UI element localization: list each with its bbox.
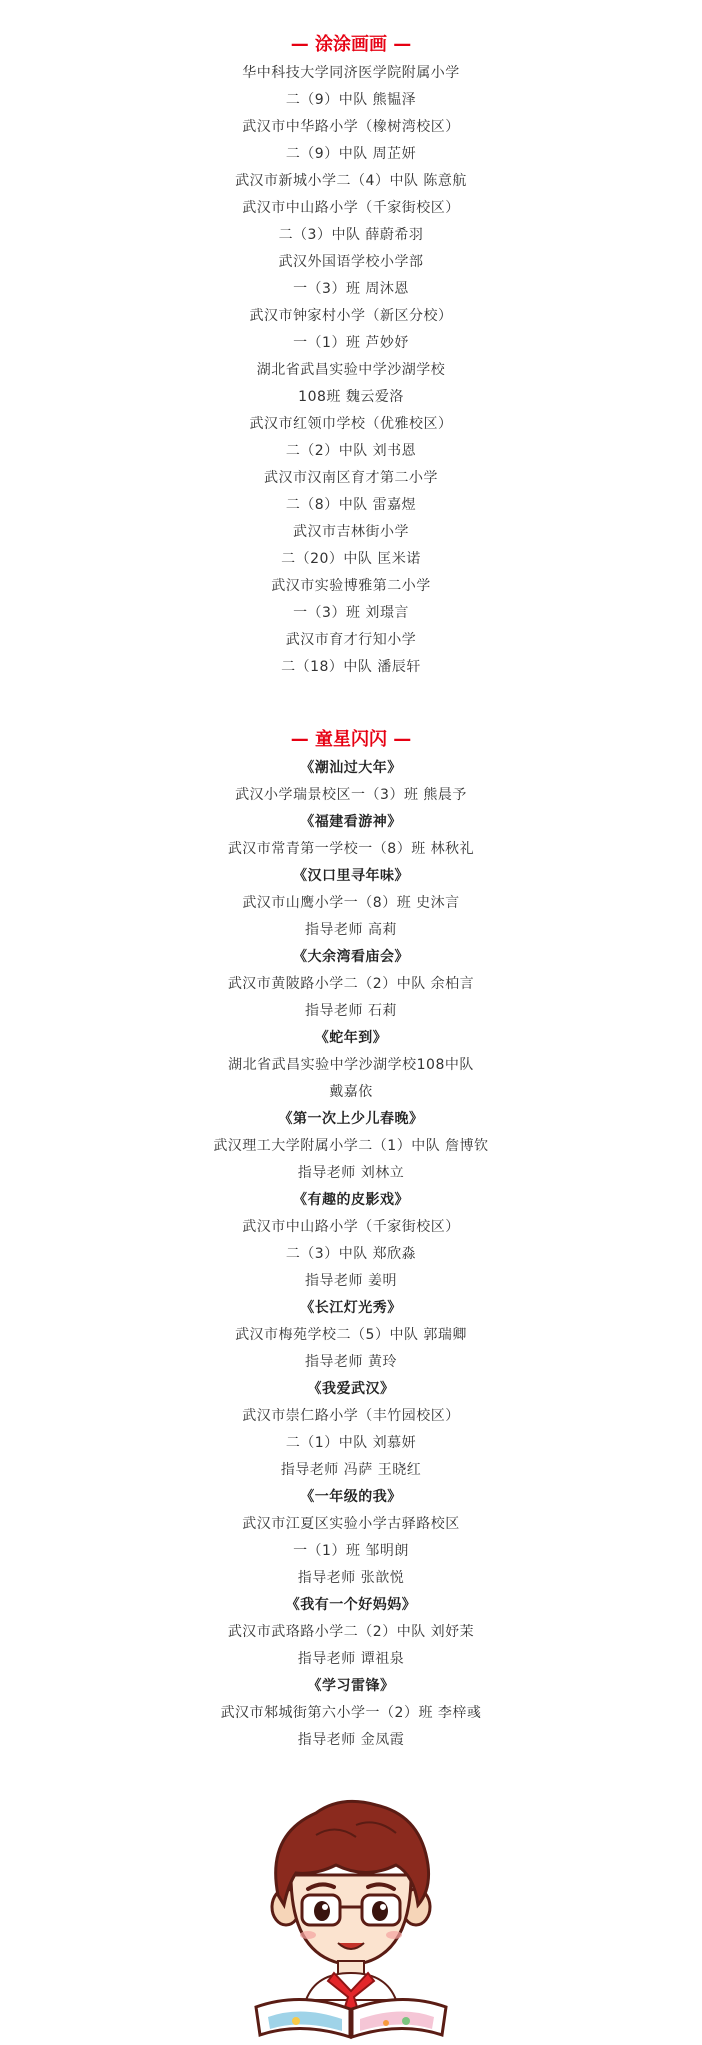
work-title: 《大余湾看庙会》 xyxy=(293,949,409,965)
work-title: 《学习雷锋》 xyxy=(307,1678,395,1694)
work-title: 《第一次上少儿春晚》 xyxy=(278,1111,424,1127)
entry-line: 武汉市育才行知小学 xyxy=(285,632,417,648)
entry-line: 一（3）班 周沐恩 xyxy=(293,281,409,297)
section-title-child-stars: — 童星闪闪 — xyxy=(290,729,412,750)
entry-line: 武汉市钟家村小学（新区分校） xyxy=(249,308,453,324)
entry-line: 108班 魏云爱洛 xyxy=(298,389,404,405)
entry-line: 指导老师 金凤霞 xyxy=(297,1732,405,1748)
entry-line: 指导老师 张歆悦 xyxy=(297,1570,405,1586)
entry-line: 武汉市梅苑学校二（5）中队 郭瑞卿 xyxy=(235,1327,467,1343)
work-title: 《我爱武汉》 xyxy=(307,1381,395,1397)
entry-line: 二（20）中队 匡米诺 xyxy=(281,551,421,567)
entry-line: 武汉市崇仁路小学（丰竹园校区） xyxy=(242,1408,460,1424)
entry-line: 武汉市常青第一学校一（8）班 林秋礼 xyxy=(227,841,475,857)
entry-line: 武汉市中山路小学（千家街校区） xyxy=(242,1219,460,1235)
section-child-stars xyxy=(0,725,702,1754)
entry-line: 武汉市实验博雅第二小学 xyxy=(271,578,431,594)
entry-line: 戴嘉依 xyxy=(329,1084,373,1100)
entry-line: 华中科技大学同济医学院附属小学 xyxy=(242,65,460,81)
entry-line: 武汉小学瑞景校区一（3）班 熊晨予 xyxy=(235,787,467,803)
entry-line: 二（3）中队 郑欣淼 xyxy=(285,1246,417,1262)
work-title: 《潮汕过大年》 xyxy=(300,760,402,776)
entry-line: 武汉理工大学附属小学二（1）中队 詹博钦 xyxy=(213,1138,489,1154)
entry-list-child-stars xyxy=(0,755,702,1754)
entry-line: 二（18）中队 潘辰轩 xyxy=(281,659,421,675)
work-title: 《福建看游神》 xyxy=(300,814,402,830)
entry-line: 武汉市汉南区育才第二小学 xyxy=(264,470,438,486)
section-title-painting: — 涂涂画画 — xyxy=(290,34,412,55)
work-title: 《我有一个好妈妈》 xyxy=(285,1597,417,1613)
entry-line: 指导老师 石莉 xyxy=(305,1003,397,1019)
entry-line: 指导老师 冯萨 王晓红 xyxy=(280,1462,422,1478)
entry-line: 湖北省武昌实验中学沙湖学校 xyxy=(256,362,446,378)
work-title: 《有趣的皮影戏》 xyxy=(293,1192,409,1208)
work-title: 《汉口里寻年味》 xyxy=(293,868,409,884)
entry-line: 武汉市中山路小学（千家街校区） xyxy=(242,200,460,216)
entry-line: 指导老师 谭祖泉 xyxy=(297,1651,405,1667)
entry-line: 武汉市中华路小学（橡树湾校区） xyxy=(242,119,460,135)
entry-line: 武汉市江夏区实验小学古驿路校区 xyxy=(242,1516,460,1532)
entry-line: 二（1）中队 刘慕妍 xyxy=(285,1435,417,1451)
work-title: 《长江灯光秀》 xyxy=(300,1300,402,1316)
entry-line: 武汉市黄陂路小学二（2）中队 余柏言 xyxy=(227,976,475,992)
entry-line: 一（1）班 邹明朗 xyxy=(293,1543,409,1559)
entry-line: 武汉市吉林街小学 xyxy=(293,524,409,540)
entry-line: 一（1）班 芦妙妤 xyxy=(293,335,409,351)
entry-line: 二（9）中队 周芷妍 xyxy=(285,146,417,162)
section-painting xyxy=(0,30,702,681)
entry-line: 一（3）班 刘璟言 xyxy=(293,605,409,621)
work-title: 《蛇年到》 xyxy=(314,1030,388,1046)
entry-line: 武汉市红领巾学校（优雅校区） xyxy=(249,416,453,432)
entry-line: 武汉外国语学校小学部 xyxy=(278,254,424,270)
entry-line: 指导老师 刘林立 xyxy=(297,1165,405,1181)
entry-line: 指导老师 高莉 xyxy=(305,922,397,938)
entry-line: 武汉市武珞路小学二（2）中队 刘妤茉 xyxy=(227,1624,475,1640)
entry-line: 指导老师 姜明 xyxy=(305,1273,397,1289)
entry-line: 湖北省武昌实验中学沙湖学校108中队 xyxy=(228,1057,474,1073)
entry-line: 二（8）中队 雷嘉煜 xyxy=(285,497,417,513)
entry-line: 二（2）中队 刘书恩 xyxy=(285,443,417,459)
entry-line: 武汉市新城小学二（4）中队 陈意航 xyxy=(235,173,467,189)
entry-line: 指导老师 黄玲 xyxy=(305,1354,397,1370)
work-title: 《一年级的我》 xyxy=(300,1489,402,1505)
entry-line: 武汉市山鹰小学一（8）班 史沐言 xyxy=(242,895,460,911)
entry-list-painting xyxy=(0,60,702,681)
entry-line: 武汉市邾城街第六小学一（2）班 李梓彧 xyxy=(220,1705,482,1721)
entry-line: 二（3）中队 薛蔚希羽 xyxy=(278,227,424,243)
boy-reading-book-illustration xyxy=(246,1795,456,2040)
entry-line: 二（9）中队 熊韫泽 xyxy=(285,92,417,108)
